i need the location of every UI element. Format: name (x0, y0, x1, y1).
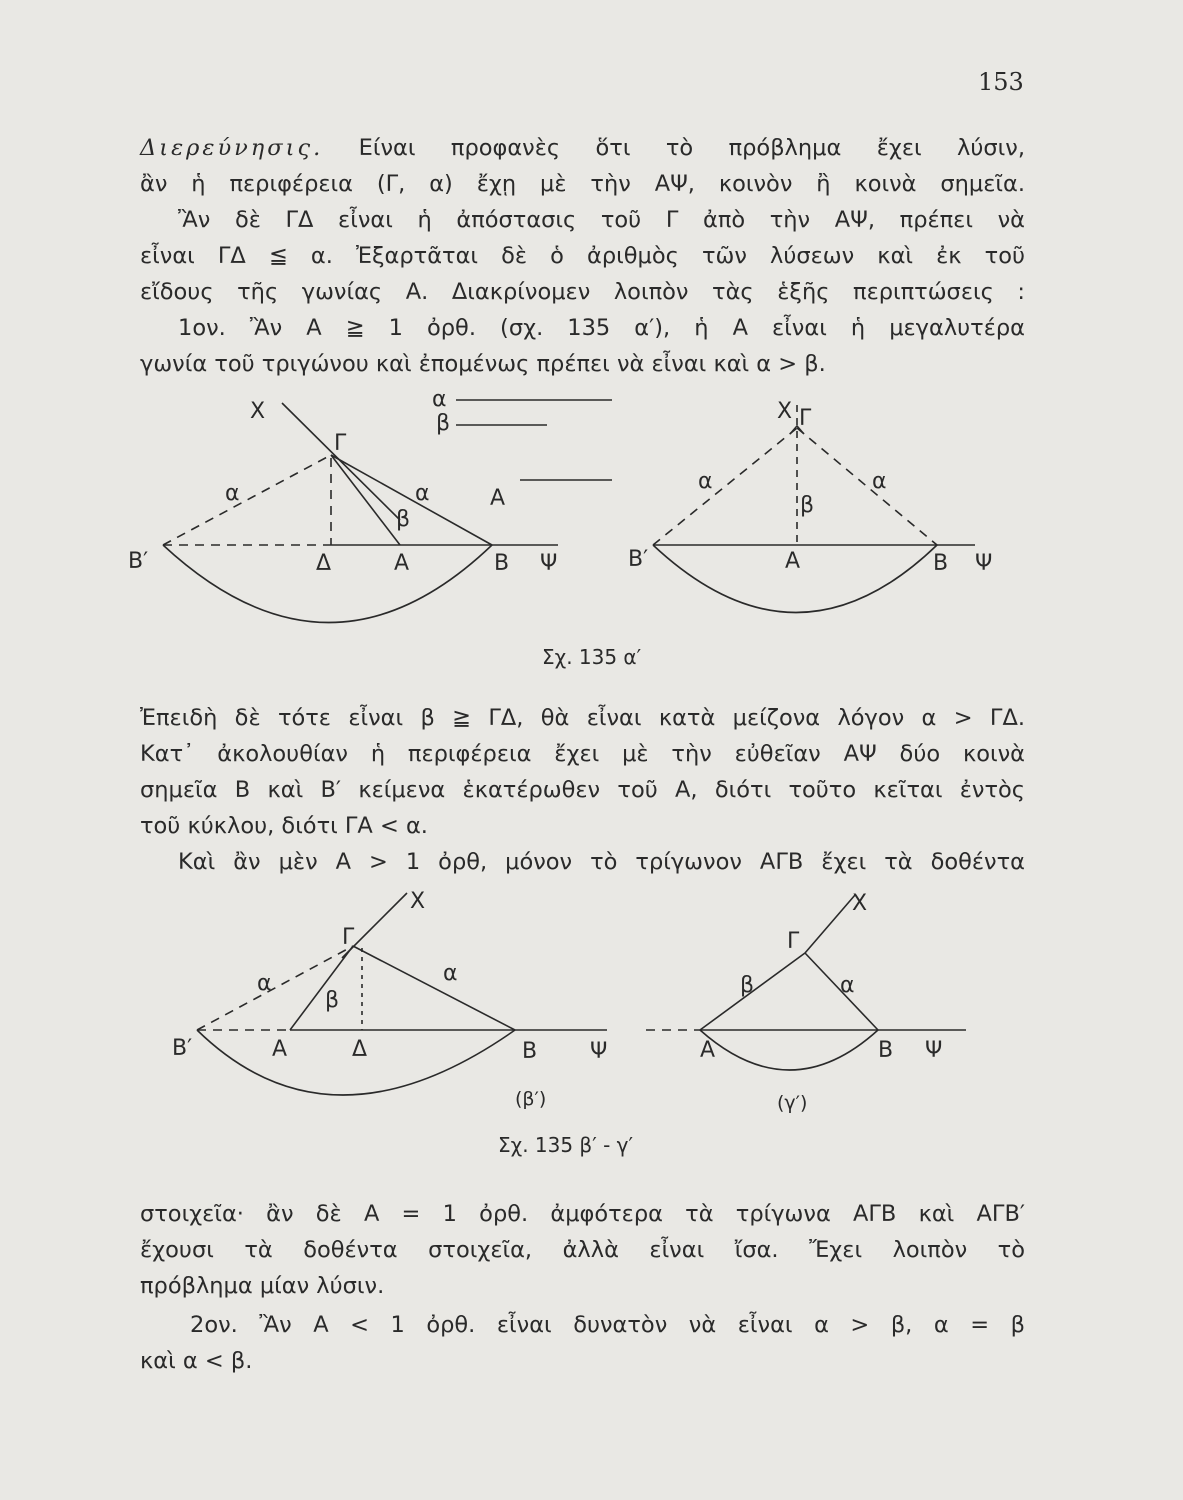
text-line: Καὶ ἂν μὲν Α > 1 ὀρθ, μόνον τὸ τρίγωνον ΑΓΒ ἔχει τὰ δοθέντα (178, 849, 1025, 875)
label-psi: Ψ (975, 551, 993, 576)
label-psi: Ψ (540, 551, 558, 576)
text-line: 2ον. Ἂν Α < 1 ὀρθ. εἶναι δυνατὸν νὰ εἶναι α > β, α = β (190, 1312, 1025, 1338)
text-line: σημεῖα Β καὶ Β′ κείμενα ἑκατέρωθεν τοῦ Α, διότι τοῦτο κεῖται ἐντὸς (140, 777, 1025, 803)
figure-caption: Σχ. 135 β′ - γ′ (498, 1133, 634, 1157)
label-b-prime: Β′ (172, 1036, 193, 1061)
text-line: πρόβλημα μίαν λύσιν. (140, 1273, 385, 1299)
text-line: εἶναι ΓΔ ≦ α. Ἐξαρτᾶται δὲ ὁ ἀριθμὸς τῶν λύσεων καὶ ἐκ τοῦ (140, 243, 1025, 269)
text-line: γωνία τοῦ τριγώνου καὶ ἐπομένως πρέπει νὰ εἶναι καὶ α > β. (140, 351, 826, 377)
label-alpha: α (415, 481, 430, 506)
text-line: ἔχουσι τὰ δοθέντα στοιχεῖα, ἀλλὰ εἶναι ἴσα. Ἔχει λοιπὸν τὸ (140, 1237, 1025, 1263)
label-psi: Ψ (925, 1038, 943, 1063)
label-alpha: α (225, 481, 240, 506)
label-alpha: α (257, 971, 272, 996)
label-delta: Δ (316, 551, 332, 576)
label-b-prime: Β′ (128, 549, 149, 574)
line-gamma-b (353, 946, 515, 1030)
text-line: ἂν ἡ περιφέρεια (Γ, α) ἔχῃ μὲ τὴν ΑΨ, κοινὸν ἢ κοινὰ σημεῖα. (140, 171, 1025, 197)
text-line: 1ον. Ἂν Α ≧ 1 ὀρθ. (σχ. 135 α′), ἡ Α εἶναι ἡ μεγαλυτέρα (178, 315, 1025, 341)
page-number: 153 (978, 68, 1024, 96)
label-gamma: Γ (787, 929, 800, 954)
line-gamma-a (290, 946, 353, 1030)
label-alpha: α (840, 973, 855, 998)
label-b-prime: Β′ (628, 547, 649, 572)
label-beta: β (325, 988, 340, 1013)
text-line: Ἂν δὲ ΓΔ εἶναι ἡ ἀπόστασις τοῦ Γ ἀπὸ τὴν ΑΨ, πρέπει νὰ (178, 207, 1025, 233)
label-b: Β (494, 551, 510, 576)
label-a: Α (700, 1038, 716, 1063)
label-b: Β (933, 551, 949, 576)
text-line: Ἐπειδὴ δὲ τότε εἶναι β ≧ ΓΔ, θὰ εἶναι κατὰ μείζονα λόγον α > ΓΔ. (140, 705, 1025, 731)
label-beta: β (800, 493, 815, 518)
subfigure-label: (γ′) (777, 1092, 808, 1114)
legend-beta: β (436, 411, 451, 436)
text-line: στοιχεῖα· ἂν δὲ Α = 1 ὀρθ. ἀμφότερα τὰ τρίγωνα ΑΓΒ καὶ ΑΓΒ′ (140, 1201, 1025, 1227)
label-alpha: α (698, 469, 713, 494)
label-gamma: Γ (342, 925, 355, 950)
label-x: X (410, 889, 426, 914)
label-gamma: Γ (799, 406, 812, 431)
line-gamma-x-2 (805, 895, 855, 953)
label-psi: Ψ (590, 1039, 608, 1064)
arc-g (700, 1030, 878, 1070)
label-b: Β (878, 1038, 894, 1063)
text-line: τοῦ κύκλου, διότι ΓΑ < α. (140, 813, 428, 839)
section-heading: Διερεύνησις. (140, 135, 324, 161)
label-x: X (777, 399, 793, 424)
label-beta: β (740, 973, 755, 998)
label-b: Β (522, 1039, 538, 1064)
label-a: Α (272, 1037, 288, 1062)
figure-caption: Σχ. 135 α′ (542, 645, 642, 669)
label-x: X (852, 891, 868, 916)
label-gamma: Γ (334, 431, 347, 456)
label-x: X (250, 399, 266, 424)
text-line: καὶ α < β. (140, 1348, 253, 1374)
text-span: Είναι προφανὲς ὅτι τὸ πρόβλημα ἔχει λύσιν, (358, 135, 1025, 161)
label-alpha: α (872, 469, 887, 494)
text-line: Κατ᾽ ἀκολουθίαν ἡ περιφέρεια ἔχει μὲ τὴν εὐθεῖαν ΑΨ δύο κοινὰ (140, 741, 1025, 767)
subfigure-label: (β′) (515, 1088, 547, 1110)
label-delta: Δ (352, 1037, 368, 1062)
text-line: εἴδους τῆς γωνίας Α. Διακρίνομεν λοιπὸν τὰς ἑξῆς περιπτώσεις : (140, 279, 1025, 305)
label-a: Α (394, 551, 410, 576)
label-a: Α (785, 549, 801, 574)
label-alpha: α (443, 961, 458, 986)
label-a-angle: Α (490, 486, 506, 511)
legend-alpha: α (432, 387, 447, 412)
label-beta: β (396, 507, 411, 532)
